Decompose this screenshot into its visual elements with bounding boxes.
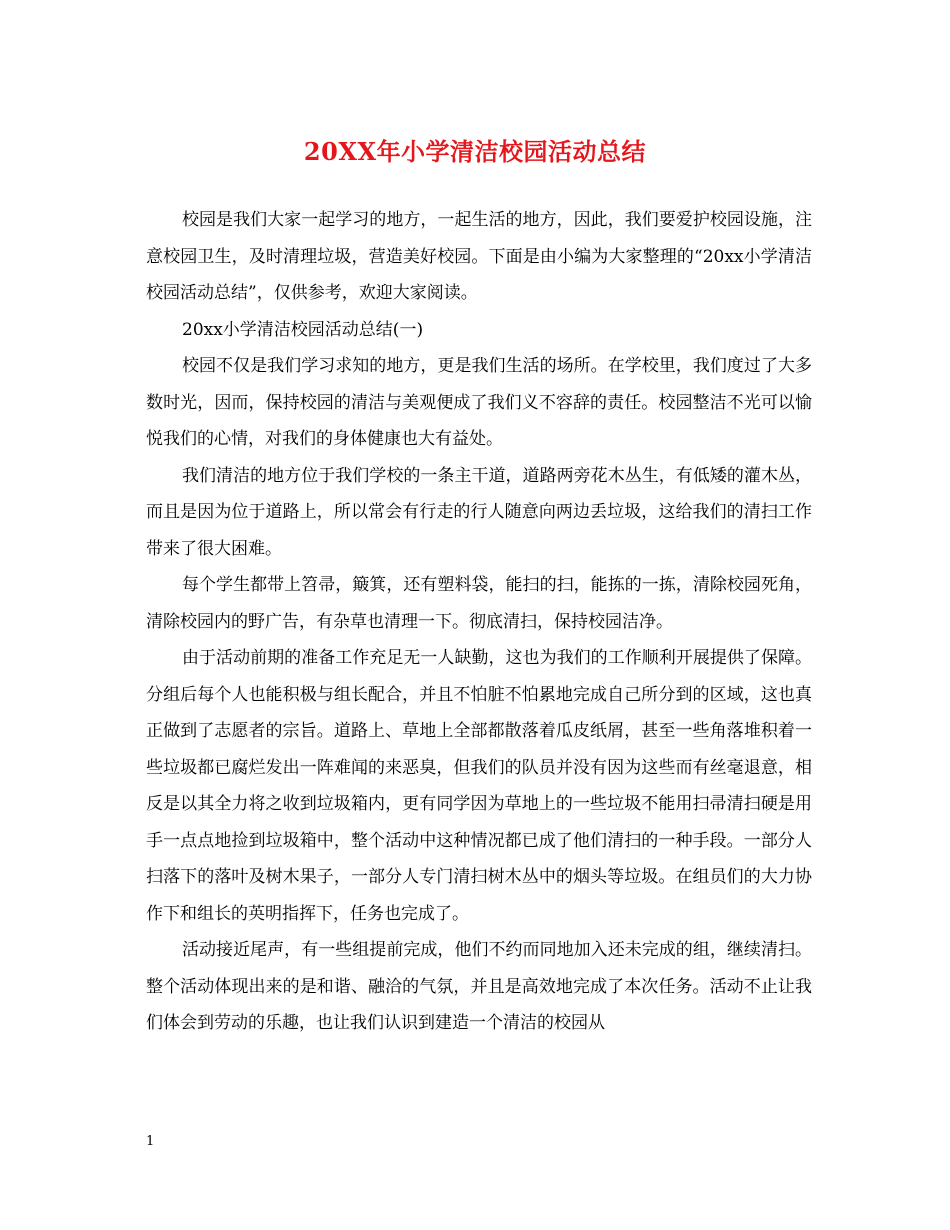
section-heading: 20xx小学清洁校园活动总结(一) bbox=[182, 319, 424, 340]
paragraph-campus: 校园不仅是我们学习求知的地方，更是我们生活的场所。在学校里，我们度过了大多数时光，因而，保持校园的清洁与美观便成了我们义不容辞的责任。校园整洁不光可以愉悦我们的心情，对我们的身体健康也大有益处。 bbox=[146, 356, 812, 449]
paragraph-tools: 每个学生都带上笤帚，簸箕，还有塑料袋，能扫的扫，能拣的一拣，清除校园死角，清除校园内的野广告，有杂草也清理一下。彻底清扫，保持校园洁净。 bbox=[146, 575, 812, 632]
paragraph-intro: 校园是我们大家一起学习的地方，一起生活的地方，因此，我们要爱护校园设施，注意校园卫生，及时清理垃圾，营造美好校园。下面是由小编为大家整理的“20xx小学清洁校园活动总结”，仅供参考，欢迎大家阅读。 bbox=[146, 210, 812, 303]
paragraph-ending: 活动接近尾声，有一些组提前完成，他们不约而同地加入还未完成的组，继续清扫。整个活动体现出来的是和谐、融洽的气氛，并且是高效地完成了本次任务。活动不止让我们体会到劳动的乐趣，也让我们认识到建造一个清洁的校园从 bbox=[146, 940, 812, 1033]
paragraph-process: 由于活动前期的准备工作充足无一人缺勤，这也为我们的工作顺利开展提供了保障。分组后每个人也能积极与组长配合，并且不怕脏不怕累地完成自己所分到的区域，这也真正做到了志愿者的宗旨。道路上、草地上全部都散落着瓜皮纸屑，甚至一些角落堆积着一些垃圾都已腐烂发出一阵难闻的来恶臭，但我们的队员并没有因为这些而有丝毫退意，相反是以其全力将之收到垃圾箱内，更有同学因为草地上的一些垃圾不能用扫帚清扫硬是用手一点点地捡到垃圾箱中，整个活动中这种情况都已成了他们清扫的一种手段。一部分人扫落下的落叶及树木果子，一部分人专门清扫树木丛中的烟头等垃圾。在组员们的大力协作下和组长的英明指挥下，任务也完成了。 bbox=[146, 648, 812, 924]
document-body bbox=[146, 202, 812, 1042]
paragraph-location: 我们清洁的地方位于我们学校的一条主干道，道路两旁花木丛生，有低矮的灌木丛，而且是因为位于道路上，所以常会有行走的行人随意向两边丢垃圾，这给我们的清扫工作带来了很大困难。 bbox=[146, 465, 812, 559]
document-title: 20XX年小学清洁校园活动总结 bbox=[303, 137, 647, 166]
page-number: 1 bbox=[146, 1134, 155, 1149]
